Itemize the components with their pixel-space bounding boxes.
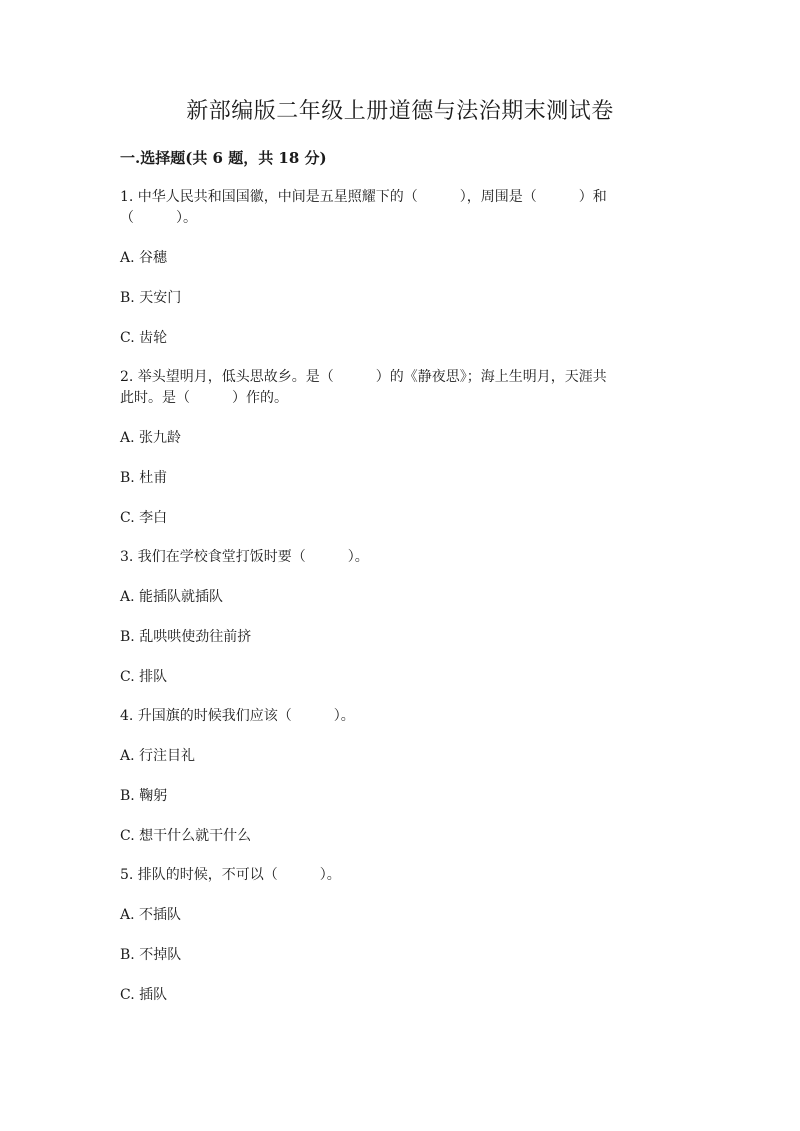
question-4-option-b: B. 鞠躬 (120, 788, 168, 804)
document-title: 新部编版二年级上册道德与法治期末测试卷 (186, 99, 614, 124)
question-5-option-c: C. 插队 (120, 987, 168, 1003)
question-4-option-c: C. 想干什么就干什么 (120, 828, 252, 844)
question-1-stem-line2: （ ）。 (120, 210, 197, 226)
question-2-option-b: B. 杜甫 (120, 470, 168, 486)
question-3-option-a: A. 能插队就插队 (120, 589, 224, 605)
section-heading: 一.选择题(共 6 题，共 18 分) (120, 149, 327, 167)
question-4-option-a: A. 行注目礼 (120, 748, 196, 764)
question-3-option-b: B. 乱哄哄使劲往前挤 (120, 629, 252, 645)
question-2-stem-line1: 2. 举头望明月，低头思故乡。是（ ）的《静夜思》；海上生明月，天涯共 (120, 369, 607, 385)
question-1-option-a: A. 谷穗 (120, 250, 168, 266)
question-3-stem-line1: 3. 我们在学校食堂打饭时要（ ）。 (120, 549, 369, 565)
question-5-option-b: B. 不掉队 (120, 947, 182, 963)
question-2-option-c: C. 李白 (120, 510, 168, 526)
question-1-stem-line1: 1. 中华人民共和国国徽，中间是五星照耀下的（ ），周围是（ ）和 (120, 189, 607, 205)
question-5-stem-line1: 5. 排队的时候，不可以（ ）。 (120, 867, 341, 883)
question-4-stem-line1: 4. 升国旗的时候我们应该（ ）。 (120, 708, 355, 724)
question-1-option-b: B. 天安门 (120, 290, 182, 306)
question-1-option-c: C. 齿轮 (120, 330, 168, 346)
question-5-option-a: A. 不插队 (120, 907, 182, 923)
question-2-stem-line2: 此时。是（ ）作的。 (120, 390, 288, 406)
question-3-option-c: C. 排队 (120, 669, 168, 685)
question-2-option-a: A. 张九龄 (120, 430, 182, 446)
